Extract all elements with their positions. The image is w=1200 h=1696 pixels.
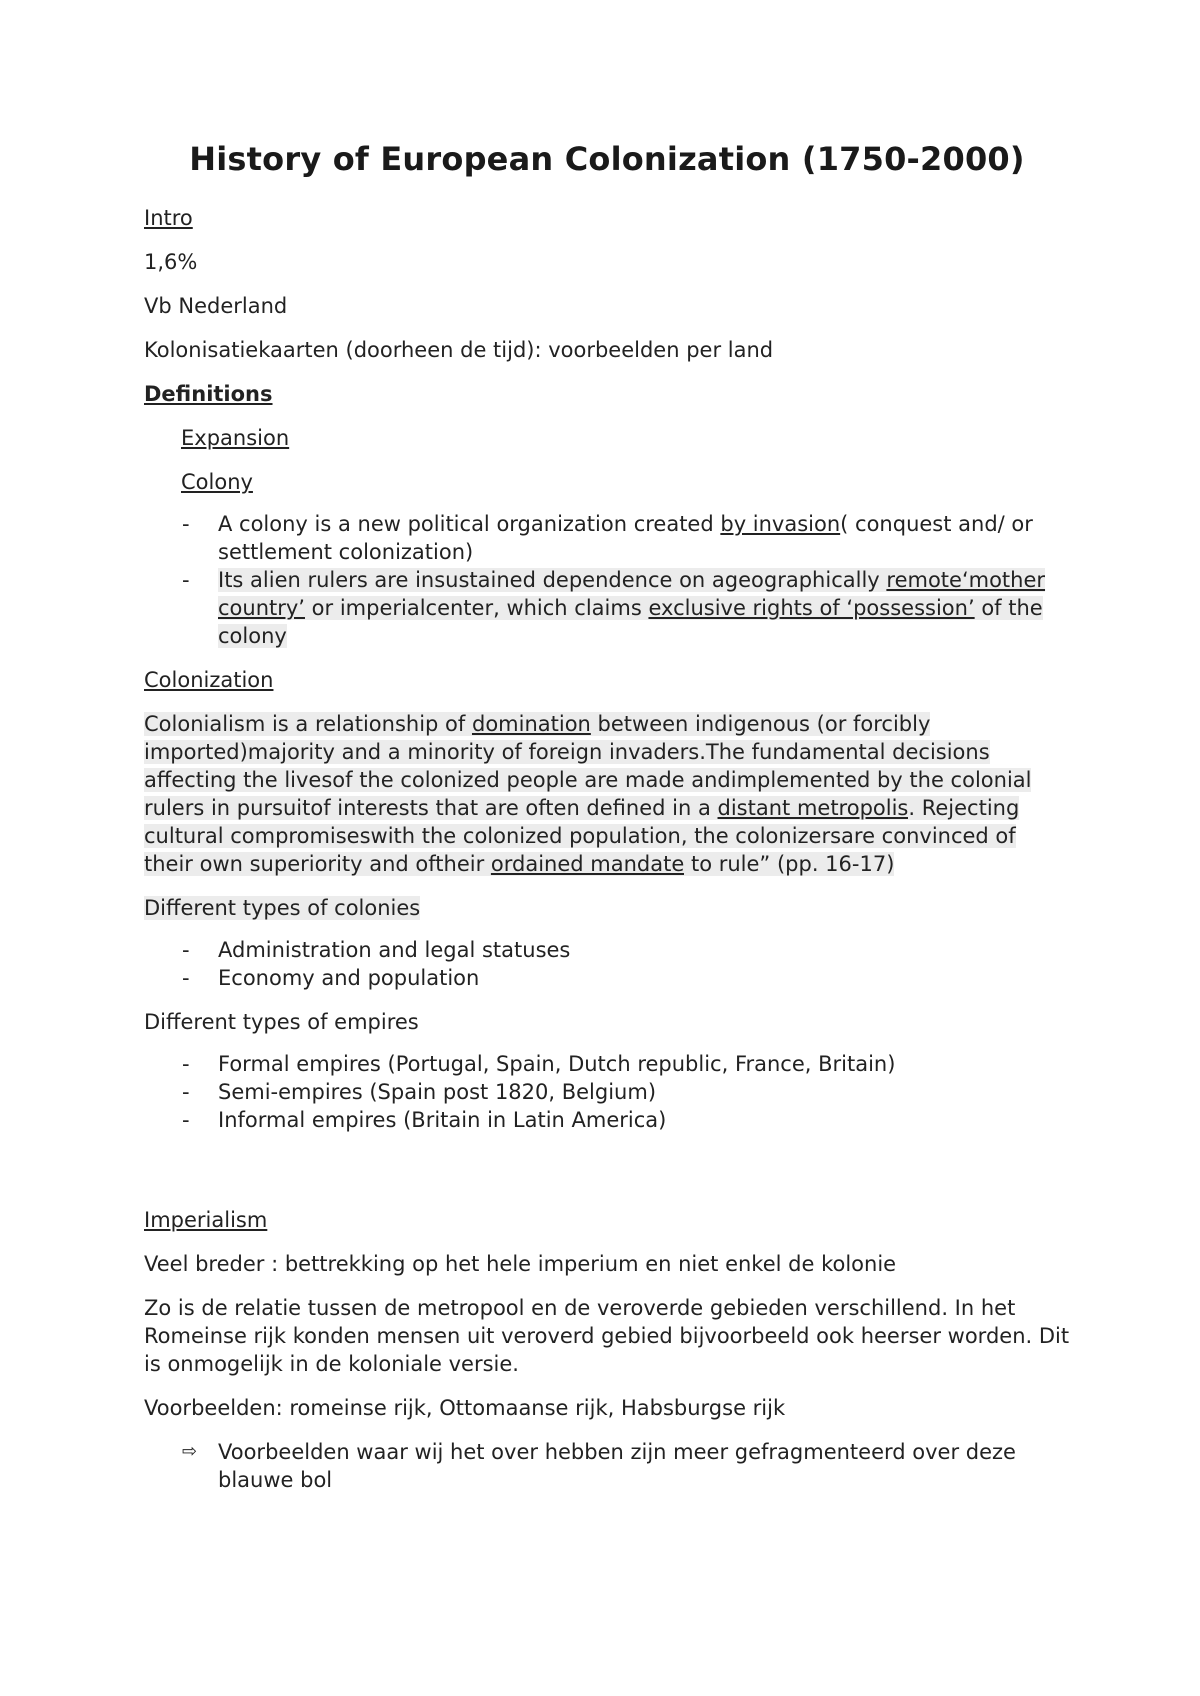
colonialism-definition [144,710,1070,878]
underlined-term: exclusive rights of ‘possession’ [648,596,975,620]
colony-subheading: Colony [181,470,253,494]
dash-marker: - [182,1052,190,1076]
list-item [144,1050,1070,1078]
imperialism-heading: Imperialism [144,1208,268,1232]
dash-marker: - [182,1080,190,1104]
dash-marker: - [182,1108,190,1132]
paragraph-text: to rule” (pp. 16-17) [684,852,895,876]
dash-marker: - [182,512,190,536]
dash-marker: - [182,966,190,990]
definitions-heading: Definitions [144,382,273,406]
list-item [144,1106,1070,1134]
list-item-text: Formal empires (Portugal, Spain, Dutch republic, France, Britain) [218,1052,896,1076]
colony-definition-list [144,510,1070,650]
paragraph-text: between indigenous (or forcibly imported)majority and a minority of foreign invaders.The fundamental decisions affecting the livesof the colonized people are made andimplemented by the colonial rulers in pursuitof interests that are often defined in a [144,712,1032,820]
imperialism-paragraph: Zo is de relatie tussen de metropool en de veroverde gebieden verschillend. In het Romeinse rijk konden mensen uit veroverd gebied bijvoorbeeld ook heerser worden. Dit is onmogelijk in de koloniale versie. [144,1296,1070,1376]
intro-line: Vb Nederland [144,294,288,318]
imperialism-paragraph: Voorbeelden: romeinse rijk, Ottomaanse rijk, Habsburgse rijk [144,1396,786,1420]
list-item-text: or imperialcenter, which claims [304,596,649,620]
arrow-list-item [144,1438,1070,1494]
paragraph-text: . Rejecting cultural compromiseswith the colonized population, the colonizersare convinced of their own superiority and oftheir [144,796,1020,876]
list-item-text: ( conquest and/ or settlement colonization) [218,512,1033,564]
dash-marker: - [182,568,190,592]
colonization-heading: Colonization [144,668,274,692]
list-item-text: Administration and legal statuses [218,938,571,962]
document-body [144,140,1070,1510]
list-item-text: Voorbeelden waar wij het over hebben zijn meer gefragmenteerd over deze blauwe bol [218,1440,1016,1492]
intro-line: Kolonisatiekaarten (doorheen de tijd): voorbeelden per land [144,338,774,362]
arrow-right-icon: ⇨ [182,1441,198,1462]
empire-types-list [144,1050,1070,1134]
blank-space [144,1150,1070,1206]
underlined-term: by invasion [720,512,841,536]
list-item-text: Informal empires (Britain in Latin America) [218,1108,667,1132]
expansion-subheading: Expansion [181,426,290,450]
list-item [144,964,1070,992]
underlined-term: distant metropolis [717,796,909,820]
list-item [144,1078,1070,1106]
colony-types-list [144,936,1070,992]
dash-marker: - [182,938,190,962]
document-title: History of European Colonization (1750-2000) [189,140,1025,178]
list-item [144,510,1070,566]
list-item-text: A colony is a new political organization created [218,512,721,536]
empire-types-heading: Different types of empires [144,1010,419,1034]
list-item-text: Its alien rulers are insustained dependence on ageographically [218,568,887,592]
underlined-term: remote‘mother country’ [218,568,1046,620]
underlined-term: domination [471,712,591,736]
list-item-text: of the colony [218,596,1043,648]
intro-heading: Intro [144,206,193,230]
list-item [144,936,1070,964]
colony-types-heading [144,894,1070,922]
list-item [144,566,1070,650]
underlined-term: ordained mandate [490,852,685,876]
highlighted-heading: Different types of colonies [144,896,421,920]
list-item-text: Economy and population [218,966,480,990]
intro-line: 1,6% [144,250,198,274]
paragraph-text: Colonialism is a relationship of [144,712,472,736]
list-item-text: Semi-empires (Spain post 1820, Belgium) [218,1080,657,1104]
imperialism-paragraph: Veel breder : bettrekking op het hele imperium en niet enkel de kolonie [144,1252,897,1276]
